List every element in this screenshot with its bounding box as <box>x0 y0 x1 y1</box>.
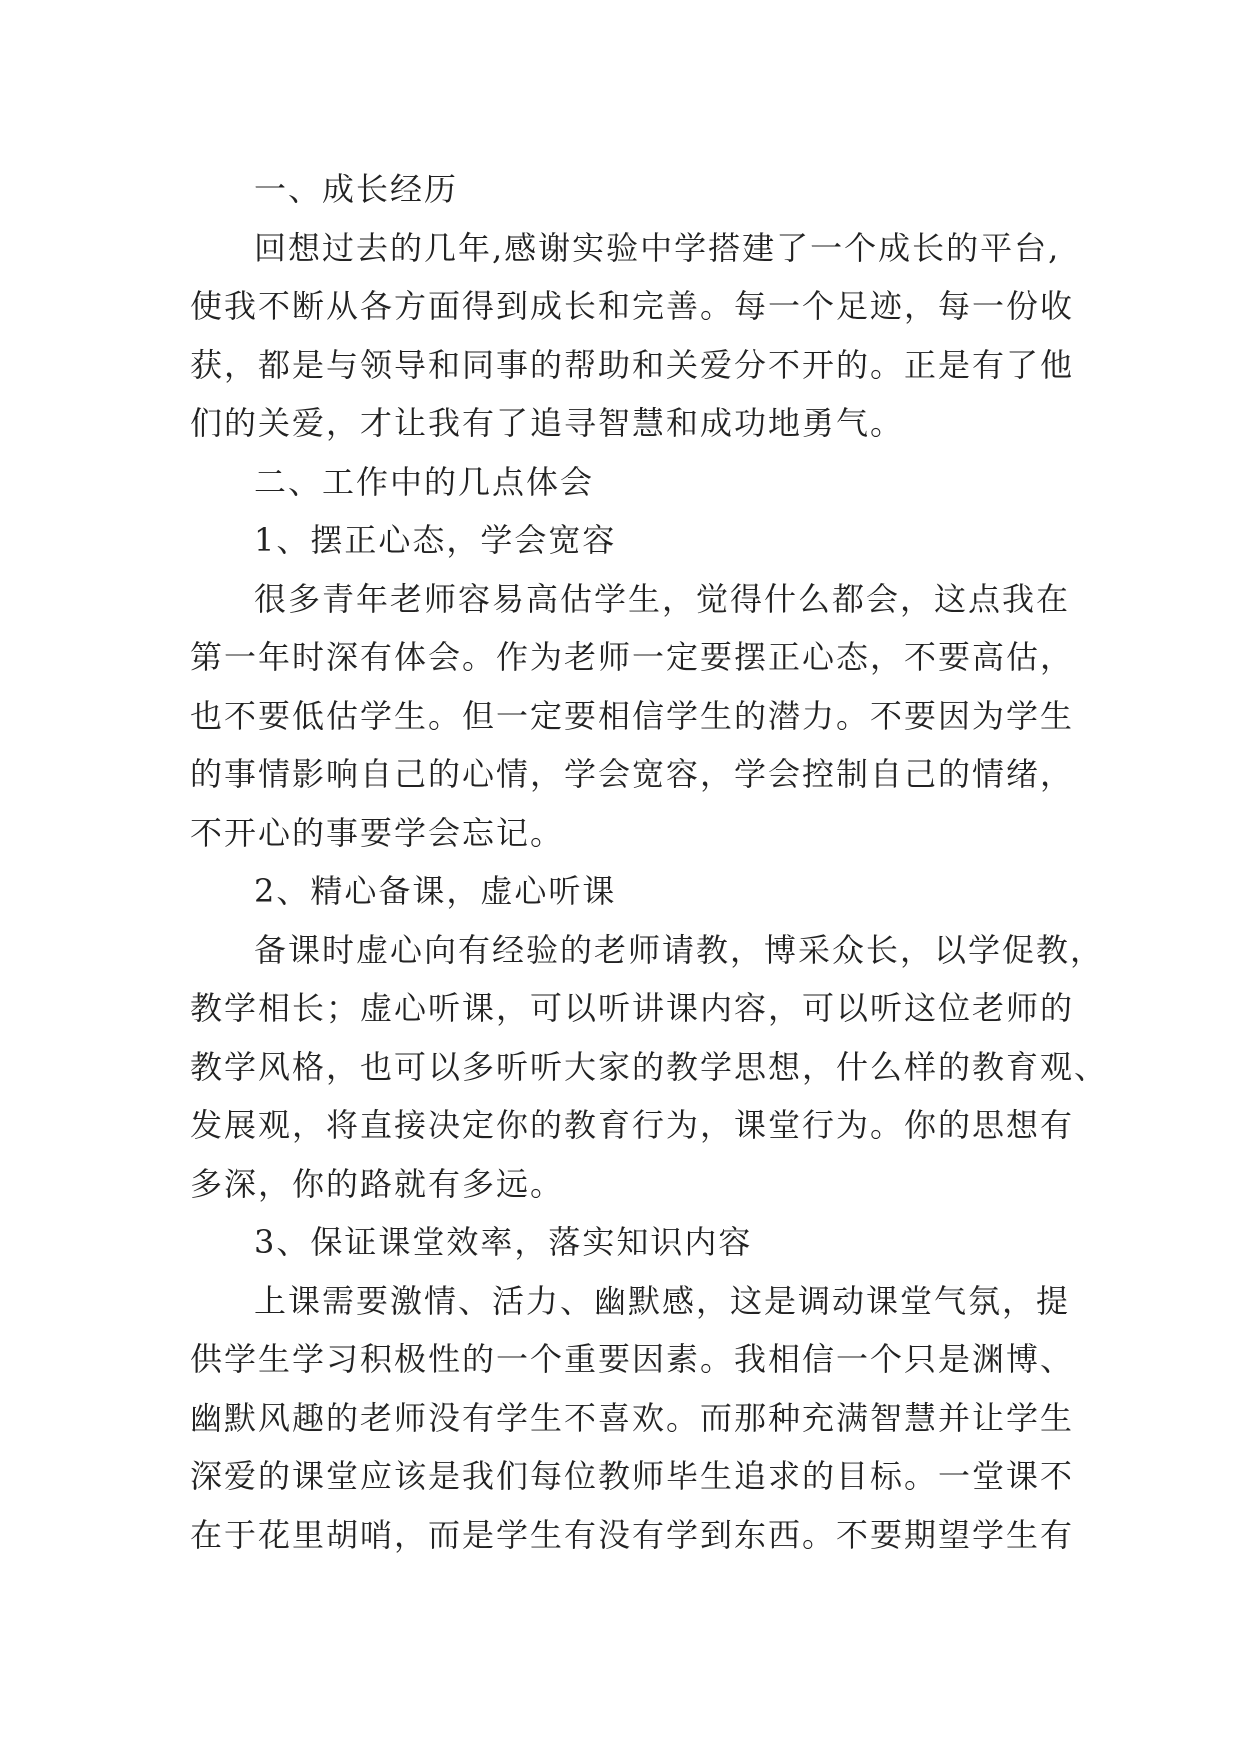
paragraph-line: 获，都是与领导和同事的帮助和关爱分不开的。正是有了他 <box>190 345 1075 384</box>
paragraph-line: 第一年时深有体会。作为老师一定要摆正心态，不要高估， <box>190 638 1075 676</box>
paragraph-line: 深爱的课堂应该是我们每位教师毕生追求的目标。一堂课不 <box>190 1457 1075 1495</box>
subheading-lesson-prep: 2、精心备课，虚心听课 <box>254 872 617 910</box>
paragraph-line: 回想过去的几年,感谢实验中学搭建了一个成长的平台, <box>254 228 1061 267</box>
subheading-mindset: 1、摆正心态，学会宽容 <box>254 521 617 559</box>
paragraph-line: 教学相长；虚心听课，可以听讲课内容，可以听这位老师的 <box>190 989 1075 1027</box>
paragraph-line: 发展观，将直接决定你的教育行为，课堂行为。你的思想有 <box>190 1106 1075 1144</box>
paragraph-line: 幽默风趣的老师没有学生不喜欢。而那种充满智慧并让学生 <box>190 1398 1075 1437</box>
paragraph-line: 备课时虚心向有经验的老师请教，博采众长，以学促教， <box>254 930 1105 969</box>
document-body <box>190 160 1109 1564</box>
paragraph-line: 教学风格，也可以多听听大家的教学思想，什么样的教育观、 <box>190 1047 1109 1086</box>
paragraph-line: 上课需要激情、活力、幽默感，这是调动课堂气氛，提 <box>254 1281 1071 1320</box>
heading-experience: 二、工作中的几点体会 <box>254 462 595 501</box>
paragraph-line: 多深，你的路就有多远。 <box>190 1164 565 1203</box>
paragraph-line: 也不要低估学生。但一定要相信学生的潜力。不要因为学生 <box>190 696 1075 735</box>
paragraph-line: 使我不断从各方面得到成长和完善。每一个足迹，每一份收 <box>190 287 1075 325</box>
paragraph-line: 在于花里胡哨，而是学生有没有学到东西。不要期望学生有 <box>190 1515 1075 1554</box>
paragraph-line: 供学生学习积极性的一个重要因素。我相信一个只是渊博、 <box>190 1340 1075 1378</box>
heading-growth: 一、成长经历 <box>254 170 459 208</box>
paragraph-line: 很多青年老师容易高估学生，觉得什么都会，这点我在 <box>254 579 1071 618</box>
subheading-efficiency: 3、保证课堂效率，落实知识内容 <box>254 1223 753 1261</box>
paragraph-line: 们的关爱，才让我有了追寻智慧和成功地勇气。 <box>190 404 905 442</box>
paragraph-line: 不开心的事要学会忘记。 <box>190 813 565 852</box>
paragraph-line: 的事情影响自己的心情，学会宽容，学会控制自己的情绪， <box>190 755 1075 793</box>
